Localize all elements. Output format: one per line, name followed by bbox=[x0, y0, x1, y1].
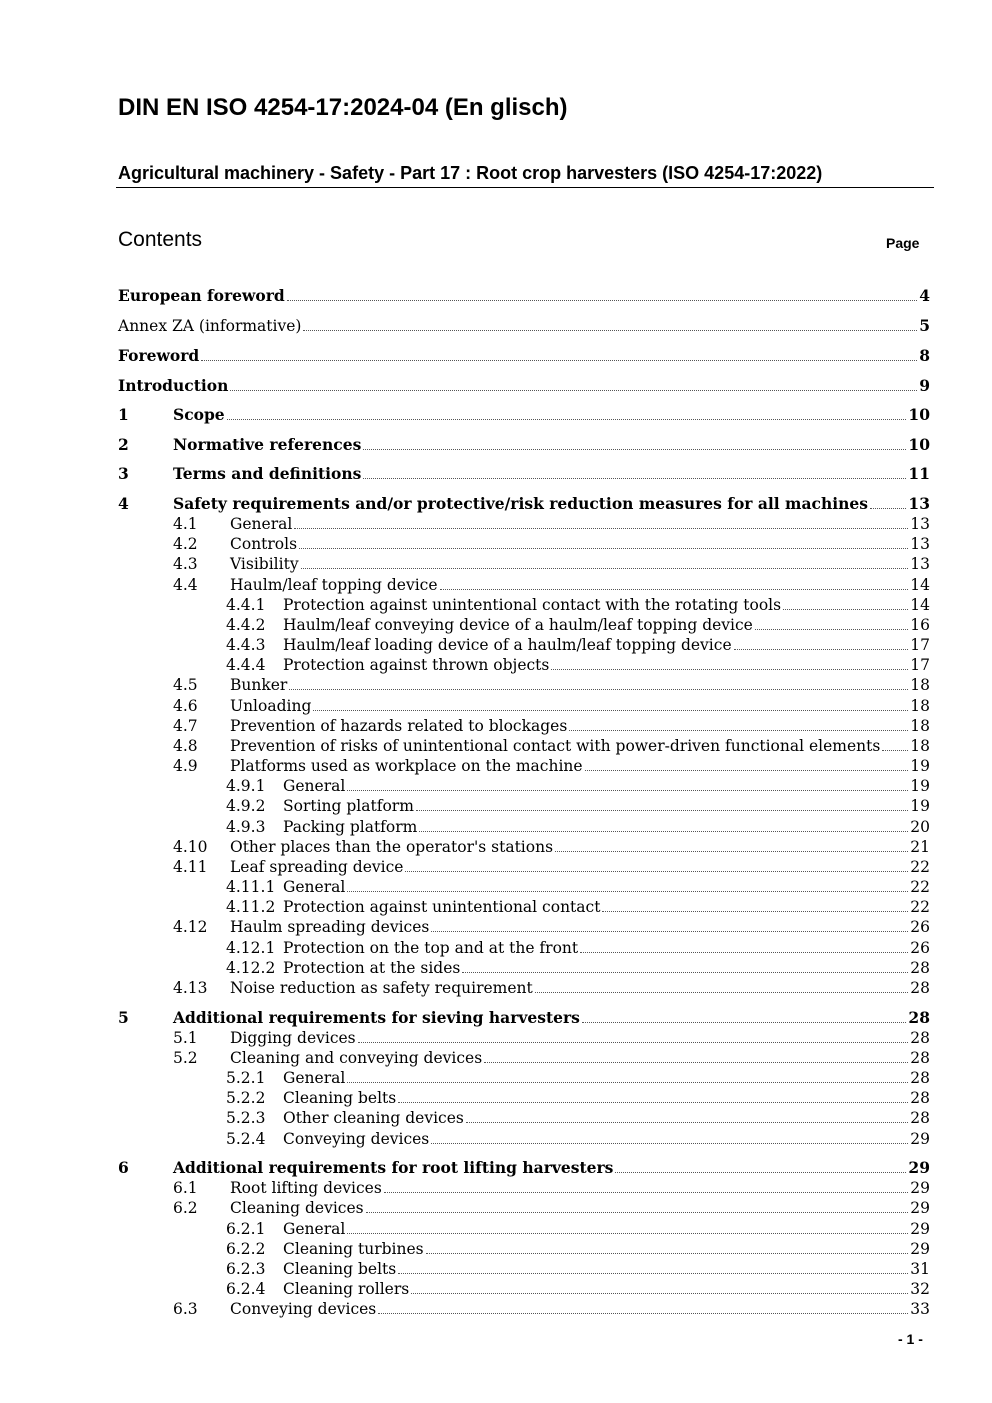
toc-entry-number: 1 bbox=[118, 405, 129, 424]
toc-entry-title: Additional requirements for sieving harvesters bbox=[173, 1008, 580, 1027]
toc-entry-number: 4.12 bbox=[173, 918, 208, 936]
toc-entry[interactable] bbox=[118, 595, 930, 615]
toc-entry-number: 5 bbox=[118, 1008, 129, 1027]
toc-entry[interactable] bbox=[118, 1028, 930, 1048]
toc-entry[interactable] bbox=[118, 1239, 930, 1259]
toc-entry-page: 19 bbox=[910, 797, 930, 815]
toc-entry-title: Scope bbox=[173, 405, 225, 424]
toc-entry-number: 4.10 bbox=[173, 838, 208, 856]
toc-entry-page: 28 bbox=[910, 1089, 930, 1107]
toc-entry-page: 13 bbox=[910, 555, 930, 573]
toc-leader-dots bbox=[378, 1313, 908, 1314]
toc-entry-number: 4.4.1 bbox=[226, 596, 266, 614]
toc-entry-number: 4.5 bbox=[173, 676, 198, 694]
toc-entry-number: 6.2 bbox=[173, 1199, 198, 1217]
toc-entry-title: General bbox=[283, 777, 346, 795]
toc-entry[interactable] bbox=[118, 938, 930, 958]
toc-entry-number: 4.6 bbox=[173, 697, 198, 715]
toc-entry-title: Prevention of risks of unintentional contact with power-driven functional elements bbox=[230, 737, 881, 755]
toc-entry-number: 4.12.1 bbox=[226, 939, 276, 957]
toc-leader-dots bbox=[569, 730, 908, 731]
toc-entry-title: Haulm/leaf loading device of a haulm/leaf topping device bbox=[283, 636, 732, 654]
toc-entry-page: 9 bbox=[919, 376, 930, 395]
toc-entry-page: 16 bbox=[910, 616, 930, 634]
toc-entry[interactable] bbox=[118, 464, 930, 484]
toc-entry-title: Protection against unintentional contact bbox=[283, 898, 601, 916]
toc-entry[interactable] bbox=[118, 776, 930, 796]
toc-entry-title: Packing platform bbox=[283, 818, 418, 836]
toc-entry-page: 28 bbox=[908, 1008, 930, 1027]
toc-entry[interactable] bbox=[118, 736, 930, 756]
toc-leader-dots bbox=[230, 390, 917, 391]
toc-entry-page: 28 bbox=[910, 1109, 930, 1127]
toc-entry[interactable] bbox=[118, 1198, 930, 1218]
toc-entry-title: Digging devices bbox=[230, 1029, 356, 1047]
toc-leader-dots bbox=[363, 449, 906, 450]
toc-leader-dots bbox=[347, 1233, 908, 1234]
toc-entry-page: 29 bbox=[910, 1199, 930, 1217]
toc-entry-page: 19 bbox=[910, 757, 930, 775]
contents-heading: Contents bbox=[118, 228, 203, 251]
toc-entry-page: 28 bbox=[910, 1069, 930, 1087]
toc-entry-page: 22 bbox=[910, 858, 930, 876]
toc-entry-page: 29 bbox=[910, 1130, 930, 1148]
toc-leader-dots bbox=[289, 689, 908, 690]
toc-entry-number: 5.2.3 bbox=[226, 1109, 266, 1127]
toc-entry[interactable] bbox=[118, 376, 930, 396]
toc-leader-dots bbox=[555, 851, 908, 852]
toc-leader-dots bbox=[484, 1062, 908, 1063]
toc-entry-page: 28 bbox=[910, 959, 930, 977]
toc-entry-page: 22 bbox=[910, 878, 930, 896]
toc-leader-dots bbox=[783, 609, 908, 610]
toc-entry-page: 18 bbox=[910, 676, 930, 694]
toc-leader-dots bbox=[882, 750, 908, 751]
toc-leader-dots bbox=[201, 360, 917, 361]
toc-entry-number: 4.12.2 bbox=[226, 959, 276, 977]
toc-entry-page: 26 bbox=[910, 918, 930, 936]
toc-entry-title: Cleaning belts bbox=[283, 1089, 397, 1107]
toc-entry[interactable] bbox=[118, 1279, 930, 1299]
toc-entry[interactable] bbox=[118, 435, 930, 455]
toc-entry-title: Haulm spreading devices bbox=[230, 918, 430, 936]
toc-entry-page: 13 bbox=[908, 494, 930, 513]
toc-leader-dots bbox=[585, 770, 909, 771]
toc-entry-page: 28 bbox=[910, 1049, 930, 1067]
toc-entry-number: 4.4.4 bbox=[226, 656, 266, 674]
toc-leader-dots bbox=[384, 1192, 908, 1193]
toc-leader-dots bbox=[303, 330, 917, 331]
toc-entry-number: 5.2.1 bbox=[226, 1069, 266, 1087]
toc-entry-title: Conveying devices bbox=[230, 1300, 377, 1318]
toc-leader-dots bbox=[301, 568, 909, 569]
toc-leader-dots bbox=[755, 629, 908, 630]
toc-entry-title: Haulm/leaf conveying device of a haulm/leaf topping device bbox=[283, 616, 753, 634]
toc-leader-dots bbox=[440, 589, 909, 590]
toc-entry[interactable] bbox=[118, 958, 930, 978]
toc-leader-dots bbox=[462, 972, 908, 973]
toc-entry-title: General bbox=[230, 515, 293, 533]
toc-entry-number: 4.4 bbox=[173, 576, 198, 594]
toc-entry-title: Normative references bbox=[173, 435, 362, 454]
toc-entry-title: Safety requirements and/or protective/risk reduction measures for all machines bbox=[173, 494, 868, 513]
toc-entry[interactable] bbox=[118, 615, 930, 635]
toc-leader-dots bbox=[431, 931, 908, 932]
toc-entry-page: 17 bbox=[910, 656, 930, 674]
title-divider bbox=[116, 187, 934, 188]
toc-entry[interactable] bbox=[118, 1068, 930, 1088]
toc-leader-dots bbox=[411, 1293, 908, 1294]
toc-entry-title: Protection at the sides bbox=[283, 959, 461, 977]
toc-entry-title: Controls bbox=[230, 535, 298, 553]
toc-entry-page: 13 bbox=[910, 515, 930, 533]
toc-entry-page: 20 bbox=[910, 818, 930, 836]
toc-entry-title: Cleaning belts bbox=[283, 1260, 397, 1278]
toc-entry[interactable] bbox=[118, 857, 930, 877]
toc-leader-dots bbox=[582, 1022, 907, 1023]
toc-entry-title: Protection against unintentional contact with the rotating tools bbox=[283, 596, 782, 614]
toc-entry-page: 19 bbox=[910, 777, 930, 795]
toc-entry-number: 4.11.1 bbox=[226, 878, 276, 896]
toc-entry-title: Leaf spreading device bbox=[230, 858, 404, 876]
toc-entry[interactable] bbox=[118, 675, 930, 695]
footer-page-number: - 1 - bbox=[898, 1331, 923, 1347]
toc-entry-number: 4.1 bbox=[173, 515, 198, 533]
toc-entry-title: Introduction bbox=[118, 376, 229, 395]
toc-entry-title: Bunker bbox=[230, 676, 288, 694]
toc-entry-page: 29 bbox=[910, 1179, 930, 1197]
toc-entry-page: 14 bbox=[910, 596, 930, 614]
toc-leader-dots bbox=[398, 1102, 908, 1103]
toc-entry-number: 4.9 bbox=[173, 757, 198, 775]
toc-leader-dots bbox=[734, 649, 909, 650]
toc-entry[interactable] bbox=[118, 1129, 930, 1149]
toc-entry-page: 10 bbox=[908, 435, 930, 454]
toc-entry-page: 18 bbox=[910, 717, 930, 735]
toc-leader-dots bbox=[405, 871, 908, 872]
toc-entry-page: 18 bbox=[910, 697, 930, 715]
toc-entry-page: 5 bbox=[919, 316, 930, 335]
toc-entry[interactable] bbox=[118, 716, 930, 736]
toc-entry[interactable] bbox=[118, 655, 930, 675]
toc-entry-title: Cleaning and conveying devices bbox=[230, 1049, 483, 1067]
toc-entry-page: 32 bbox=[910, 1280, 930, 1298]
toc-leader-dots bbox=[358, 1042, 909, 1043]
toc-leader-dots bbox=[426, 1253, 909, 1254]
toc-leader-dots bbox=[366, 1212, 909, 1213]
toc-entry[interactable] bbox=[118, 1219, 930, 1239]
toc-entry-number: 5.2.2 bbox=[226, 1089, 266, 1107]
toc-entry-title: Other cleaning devices bbox=[283, 1109, 464, 1127]
toc-entry[interactable] bbox=[118, 1299, 930, 1319]
toc-entry[interactable] bbox=[118, 514, 930, 534]
toc-entry-number: 5.2 bbox=[173, 1049, 198, 1067]
toc-entry-page: 10 bbox=[908, 405, 930, 424]
toc-entry[interactable] bbox=[118, 978, 930, 998]
toc-entry[interactable] bbox=[118, 494, 930, 514]
toc-entry-number: 2 bbox=[118, 435, 129, 454]
toc-leader-dots bbox=[287, 300, 917, 301]
toc-entry-page: 21 bbox=[910, 838, 930, 856]
toc-leader-dots bbox=[419, 831, 908, 832]
toc-entry[interactable] bbox=[118, 1088, 930, 1108]
toc-entry-title: Protection against thrown objects bbox=[283, 656, 550, 674]
page-column-label: Page bbox=[886, 235, 920, 251]
toc-entry-page: 29 bbox=[908, 1158, 930, 1177]
toc-entry[interactable] bbox=[118, 877, 930, 897]
toc-entry-title: Conveying devices bbox=[283, 1130, 430, 1148]
toc-entry[interactable] bbox=[118, 837, 930, 857]
toc-entry-page: 11 bbox=[908, 464, 930, 483]
toc-entry-number: 6.2.3 bbox=[226, 1260, 266, 1278]
toc-leader-dots bbox=[299, 548, 908, 549]
toc-entry-number: 4.7 bbox=[173, 717, 198, 735]
toc-entry[interactable] bbox=[118, 1048, 930, 1068]
toc-entry-title: Visibility bbox=[230, 555, 299, 573]
toc-entry[interactable] bbox=[118, 917, 930, 937]
toc-entry-title: Platforms used as workplace on the machine bbox=[230, 757, 583, 775]
toc-entry-title: Root lifting devices bbox=[230, 1179, 382, 1197]
toc-leader-dots bbox=[347, 891, 908, 892]
toc-entry-number: 4.9.2 bbox=[226, 797, 266, 815]
toc-leader-dots bbox=[347, 1082, 908, 1083]
toc-entry-page: 13 bbox=[910, 535, 930, 553]
toc-entry[interactable] bbox=[118, 554, 930, 574]
toc-entry-title: Annex ZA (informative) bbox=[118, 317, 302, 335]
toc-entry-title: General bbox=[283, 1220, 346, 1238]
toc-entry-number: 6.1 bbox=[173, 1179, 198, 1197]
toc-entry-title: Prevention of hazards related to blockages bbox=[230, 717, 568, 735]
toc-entry-number: 5.1 bbox=[173, 1029, 198, 1047]
toc-leader-dots bbox=[227, 419, 907, 420]
toc-entry[interactable] bbox=[118, 1259, 930, 1279]
toc-entry-page: 18 bbox=[910, 737, 930, 755]
toc-entry-title: Other places than the operator's stations bbox=[230, 838, 554, 856]
toc-entry-title: Cleaning turbines bbox=[283, 1240, 424, 1258]
toc-entry-title: General bbox=[283, 1069, 346, 1087]
toc-entry-number: 4.2 bbox=[173, 535, 198, 553]
toc-entry-page: 28 bbox=[910, 979, 930, 997]
toc-entry-title: European foreword bbox=[118, 286, 285, 305]
toc-entry[interactable] bbox=[118, 1158, 930, 1178]
toc-entry-page: 22 bbox=[910, 898, 930, 916]
toc-entry-number: 4.13 bbox=[173, 979, 208, 997]
toc-leader-dots bbox=[294, 528, 908, 529]
toc-leader-dots bbox=[363, 478, 906, 479]
toc-entry-page: 26 bbox=[910, 939, 930, 957]
toc-entry-page: 17 bbox=[910, 636, 930, 654]
toc-entry-number: 4.11.2 bbox=[226, 898, 276, 916]
toc-entry-page: 8 bbox=[919, 346, 930, 365]
toc-entry[interactable] bbox=[118, 897, 930, 917]
document-title: DIN EN ISO 4254-17:2024-04 (En glisch) bbox=[118, 94, 568, 121]
toc-entry-title: Noise reduction as safety requirement bbox=[230, 979, 533, 997]
toc-leader-dots bbox=[313, 710, 908, 711]
toc-entry-page: 29 bbox=[910, 1240, 930, 1258]
toc-entry-number: 3 bbox=[118, 464, 129, 483]
toc-entry-title: Foreword bbox=[118, 346, 200, 365]
toc-entry-title: Protection on the top and at the front bbox=[283, 939, 579, 957]
toc-entry[interactable] bbox=[118, 286, 930, 306]
toc-entry-title: Unloading bbox=[230, 697, 312, 715]
toc-entry-number: 6.3 bbox=[173, 1300, 198, 1318]
toc-leader-dots bbox=[431, 1143, 908, 1144]
toc-entry-number: 4.4.2 bbox=[226, 616, 266, 634]
toc-entry[interactable] bbox=[118, 635, 930, 655]
toc-entry[interactable] bbox=[118, 575, 930, 595]
toc-entry[interactable] bbox=[118, 405, 930, 425]
toc-leader-dots bbox=[580, 952, 908, 953]
toc-entry-page: 28 bbox=[910, 1029, 930, 1047]
toc-entry-number: 4.4.3 bbox=[226, 636, 266, 654]
toc-entry[interactable] bbox=[118, 696, 930, 716]
toc-entry[interactable] bbox=[118, 1178, 930, 1198]
toc-entry-page: 33 bbox=[910, 1300, 930, 1318]
document-subtitle: Agricultural machinery - Safety - Part 17 : Root crop harvesters (ISO 4254-17:2022) bbox=[118, 163, 823, 183]
toc-leader-dots bbox=[870, 508, 906, 509]
toc-entry-title: Cleaning rollers bbox=[283, 1280, 410, 1298]
toc-entry[interactable] bbox=[118, 1108, 930, 1128]
toc-entry-title: Additional requirements for root lifting harvesters bbox=[173, 1158, 614, 1177]
toc-entry[interactable] bbox=[118, 346, 930, 366]
toc-entry[interactable] bbox=[118, 756, 930, 776]
toc-entry-title: Terms and definitions bbox=[173, 464, 362, 483]
toc-leader-dots bbox=[615, 1172, 906, 1173]
toc-entry-page: 29 bbox=[910, 1220, 930, 1238]
toc-entry-title: General bbox=[283, 878, 346, 896]
toc-entry[interactable] bbox=[118, 534, 930, 554]
toc-leader-dots bbox=[466, 1122, 908, 1123]
toc-entry-number: 6 bbox=[118, 1158, 129, 1177]
toc-entry-number: 6.2.4 bbox=[226, 1280, 266, 1298]
toc-entry-number: 4.3 bbox=[173, 555, 198, 573]
toc-entry-title: Cleaning devices bbox=[230, 1199, 364, 1217]
toc-leader-dots bbox=[602, 911, 908, 912]
toc-entry[interactable] bbox=[118, 817, 930, 837]
toc-leader-dots bbox=[416, 810, 908, 811]
toc-leader-dots bbox=[551, 669, 908, 670]
toc-leader-dots bbox=[347, 790, 908, 791]
toc-entry-title: Haulm/leaf topping device bbox=[230, 576, 438, 594]
toc-entry-number: 4.9.3 bbox=[226, 818, 266, 836]
toc-entry-number: 4.8 bbox=[173, 737, 198, 755]
toc-entry-number: 6.2.1 bbox=[226, 1220, 266, 1238]
toc-entry-number: 5.2.4 bbox=[226, 1130, 266, 1148]
toc-entry-title: Sorting platform bbox=[283, 797, 414, 815]
toc-entry-number: 4.11 bbox=[173, 858, 208, 876]
toc-entry[interactable] bbox=[118, 1008, 930, 1028]
toc-entry-page: 14 bbox=[910, 576, 930, 594]
toc-entry[interactable] bbox=[118, 796, 930, 816]
toc-entry-number: 4 bbox=[118, 494, 129, 513]
toc-entry-number: 4.9.1 bbox=[226, 777, 266, 795]
toc-entry[interactable] bbox=[118, 316, 930, 336]
toc-entry-page: 4 bbox=[919, 286, 930, 305]
toc-entry-page: 31 bbox=[910, 1260, 930, 1278]
toc-leader-dots bbox=[535, 992, 909, 993]
toc-entry-number: 6.2.2 bbox=[226, 1240, 266, 1258]
toc-leader-dots bbox=[398, 1273, 908, 1274]
